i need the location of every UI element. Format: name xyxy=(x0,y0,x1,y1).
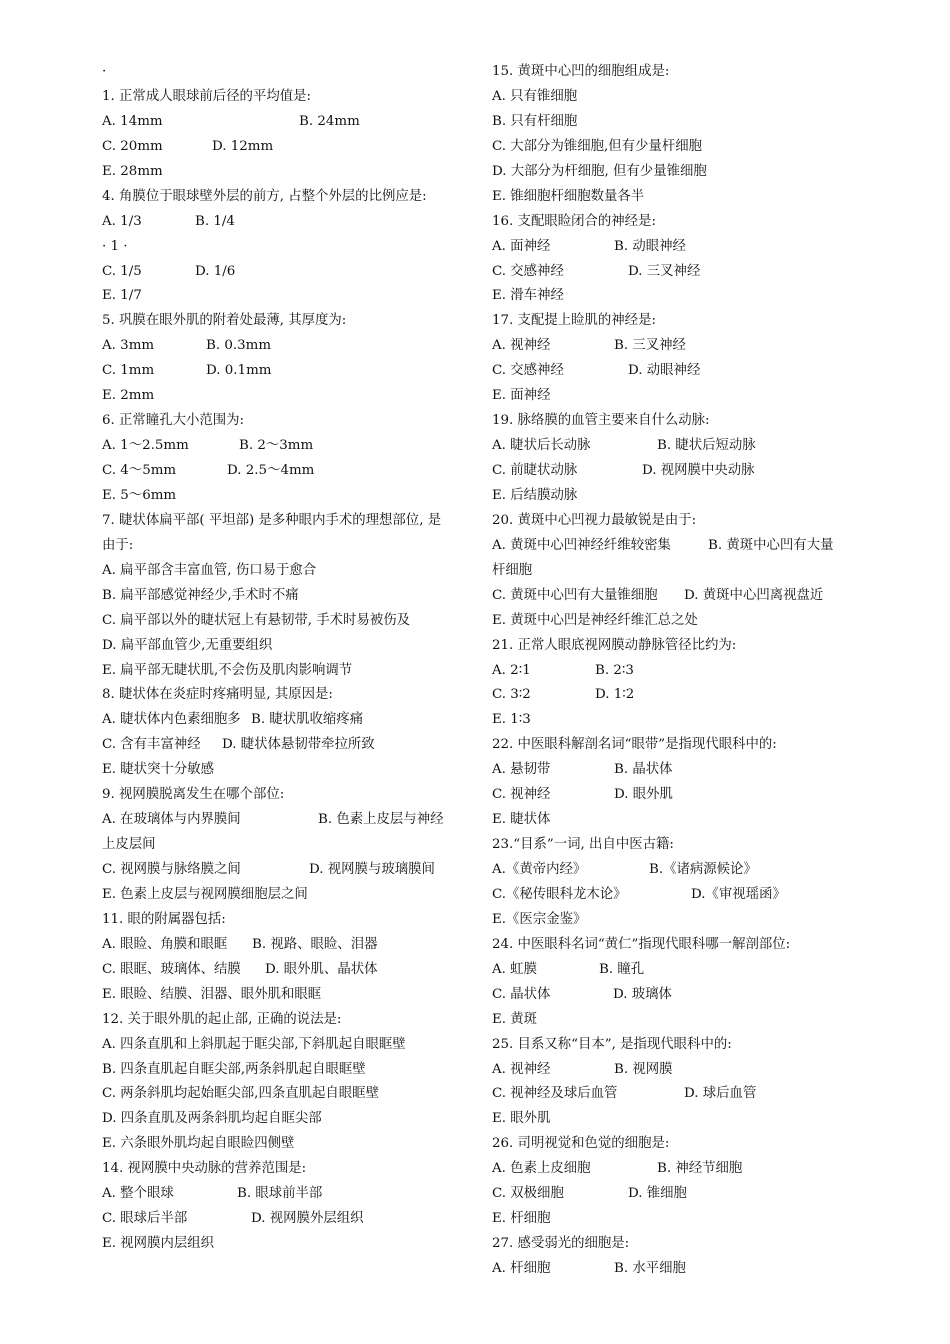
text-line xyxy=(102,733,472,758)
option-text: A. 色素上皮细胞 xyxy=(492,1161,591,1177)
text-line xyxy=(102,908,472,933)
option-text: A. 睫状体内色素细胞多 xyxy=(102,712,241,728)
text-line xyxy=(102,309,472,334)
option-text: C. 眼球后半部 xyxy=(102,1211,188,1227)
option-text: D. 三叉神经 xyxy=(628,263,701,279)
text-line xyxy=(102,708,472,733)
line-text: E. 睫状突十分敏感 xyxy=(102,762,215,778)
text-line xyxy=(492,135,872,160)
text-line xyxy=(492,1257,872,1282)
text-line xyxy=(492,210,872,235)
option-text: A. 悬韧带 xyxy=(492,762,551,778)
line-text: E. 色素上皮层与视网膜细胞层之间 xyxy=(102,886,308,902)
line-text: E. 杆细胞 xyxy=(492,1211,551,1227)
option-text: B. 黄斑中心凹有大量 xyxy=(708,537,834,553)
text-line xyxy=(102,235,472,260)
option-text: B. 2～3mm xyxy=(239,438,314,454)
line-text: E. 视网膜内层组织 xyxy=(102,1236,215,1252)
text-line xyxy=(102,534,472,559)
line-text: A. 只有锥细胞 xyxy=(492,88,578,104)
line-text: 20. 黄斑中心凹视力最敏锐是由于: xyxy=(492,512,697,528)
line-text: E. 扁平部无睫状肌,不会伤及肌肉影响调节 xyxy=(102,662,353,678)
text-line xyxy=(492,309,872,334)
line-text: 15. 黄斑中心凹的细胞组成是: xyxy=(492,64,670,79)
option-text: A. 黄斑中心凹神经纤维较密集 xyxy=(492,537,671,553)
text-line xyxy=(102,434,472,459)
text-line xyxy=(102,1082,472,1107)
option-text: C. 眼眶、玻璃体、结膜 xyxy=(102,961,241,977)
line-text: 9. 视网膜脱离发生在哪个部位: xyxy=(102,787,285,803)
option-text: A. 杆细胞 xyxy=(492,1261,551,1276)
line-text: B. 扁平部感觉神经少,手术时不痛 xyxy=(102,587,299,603)
line-text: 16. 支配眼睑闭合的神经是: xyxy=(492,213,656,229)
option-text: B. 24mm xyxy=(299,113,360,129)
text-line xyxy=(492,185,872,210)
line-text: 6. 正常瞳孔大小范围为: xyxy=(102,413,245,429)
line-text: D. 大部分为杆细胞, 但有少量锥细胞 xyxy=(492,163,707,179)
line-text: E. 1/7 xyxy=(102,288,142,304)
option-text: A. 眼睑、角膜和眼眶 xyxy=(102,936,228,952)
text-line xyxy=(102,110,472,135)
text-line xyxy=(102,1232,472,1257)
text-line xyxy=(492,783,872,808)
line-text: 17. 支配提上睑肌的神经是: xyxy=(492,313,656,329)
line-text: 24. 中医眼科名词“黄仁”指现代眼科哪一解剖部位: xyxy=(492,936,791,952)
text-line xyxy=(492,384,872,409)
line-text: E. 5～6mm xyxy=(102,487,177,503)
option-text: B. 0.3mm xyxy=(206,338,272,354)
text-line xyxy=(492,1157,872,1182)
option-text: B. 视网膜 xyxy=(614,1061,673,1077)
line-text: C. 扁平部以外的睫状冠上有悬韧带, 手术时易被伤及 xyxy=(102,612,410,628)
option-text: A. 3mm xyxy=(102,338,155,354)
text-line xyxy=(102,1182,472,1207)
line-text: E. 睫状体 xyxy=(492,812,551,828)
option-text: A. 睫状后长动脉 xyxy=(492,438,591,454)
text-line xyxy=(102,659,472,684)
line-text: A. 四条直肌和上斜肌起于眶尖部,下斜肌起自眼眶壁 xyxy=(102,1036,406,1052)
text-line xyxy=(102,135,472,160)
option-text: B. 动眼神经 xyxy=(614,238,686,254)
text-line xyxy=(492,284,872,309)
option-text: D.《审视瑶函》 xyxy=(691,886,786,902)
text-line xyxy=(492,260,872,285)
option-text: A. 1/3 xyxy=(102,213,142,229)
text-line xyxy=(492,983,872,1008)
line-text: E. 面神经 xyxy=(492,388,551,404)
text-line xyxy=(492,683,872,708)
line-text: 25. 目系又称“目本”, 是指现代眼科中的: xyxy=(492,1036,732,1052)
text-line xyxy=(492,459,872,484)
line-text: C. 两条斜肌均起始眶尖部,四条直肌起自眼眶壁 xyxy=(102,1086,379,1102)
text-line xyxy=(102,584,472,609)
text-line xyxy=(102,958,472,983)
text-line xyxy=(492,509,872,534)
text-line xyxy=(102,284,472,309)
option-text: B. 神经节细胞 xyxy=(657,1161,743,1177)
option-text: A. 虹膜 xyxy=(492,961,537,977)
text-line xyxy=(492,484,872,509)
text-line xyxy=(102,509,472,534)
line-text: E. 1∶3 xyxy=(492,712,531,728)
option-text: A. 在玻璃体与内界膜间 xyxy=(102,812,241,828)
option-text: B. 水平细胞 xyxy=(614,1261,686,1276)
option-text: A. 14mm xyxy=(102,113,163,129)
text-line xyxy=(102,808,472,833)
text-line xyxy=(102,85,472,110)
text-line xyxy=(492,1082,872,1107)
line-text: E. 眼外肌 xyxy=(492,1111,551,1127)
text-line xyxy=(102,1207,472,1232)
text-line xyxy=(102,384,472,409)
line-text: 26. 司明视觉和色觉的细胞是: xyxy=(492,1136,670,1152)
line-text: 7. 睫状体扁平部( 平坦部) 是多种眼内手术的理想部位, 是 xyxy=(102,512,442,528)
text-line xyxy=(492,908,872,933)
text-line xyxy=(492,659,872,684)
option-text: A.《黄帝内经》 xyxy=(492,862,587,877)
line-text: 8. 睫状体在炎症时疼痛明显, 其原因是: xyxy=(102,687,333,703)
text-line xyxy=(492,1058,872,1083)
line-text: 5. 巩膜在眼外肌的附着处最薄, 其厚度为: xyxy=(102,313,347,329)
option-text: B. 色素上皮层与神经 xyxy=(318,812,444,828)
text-line xyxy=(492,434,872,459)
text-line xyxy=(492,359,872,384)
text-line xyxy=(492,1207,872,1232)
option-text: C. 视神经及球后血管 xyxy=(492,1086,618,1102)
option-text: C. 双极细胞 xyxy=(492,1186,564,1202)
option-text: B.《诸病源候论》 xyxy=(649,862,757,877)
text-line xyxy=(492,958,872,983)
option-text: A. 2∶1 xyxy=(492,662,531,678)
line-text: E. 滑车神经 xyxy=(492,288,564,304)
option-text: D. 1∶2 xyxy=(595,687,635,703)
option-text: C. 交感神经 xyxy=(492,263,564,279)
line-text: 4. 角膜位于眼球壁外层的前方, 占整个外层的比例应是: xyxy=(102,188,427,204)
text-line xyxy=(492,1182,872,1207)
option-text: D. 球后血管 xyxy=(684,1086,757,1102)
text-line xyxy=(492,634,872,659)
text-line xyxy=(102,260,472,285)
option-text: D. 睫状体悬韧带牵拉所致 xyxy=(222,737,375,753)
option-text: D. 黄斑中心凹离视盘近 xyxy=(684,587,824,603)
text-line xyxy=(102,983,472,1008)
line-text: 19. 脉络膜的血管主要来自什么动脉: xyxy=(492,413,710,429)
line-text: E. 黄斑 xyxy=(492,1011,538,1027)
line-text: 27. 感受弱光的细胞是: xyxy=(492,1236,630,1252)
text-line xyxy=(492,808,872,833)
text-line xyxy=(492,833,872,858)
line-text: 14. 视网膜中央动脉的营养范围是: xyxy=(102,1161,307,1177)
option-text: B. 睫状后短动脉 xyxy=(657,438,756,454)
line-text: E. 28mm xyxy=(102,163,163,179)
text-line xyxy=(102,160,472,185)
line-text: 上皮层间 xyxy=(102,837,156,853)
option-text: B. 睫状肌收缩疼痛 xyxy=(251,712,364,728)
option-text: B. 三叉神经 xyxy=(614,338,686,354)
option-text: D. 动眼神经 xyxy=(628,363,701,379)
text-line xyxy=(492,85,872,110)
option-text: D. 锥细胞 xyxy=(628,1186,687,1202)
option-text: C. 前睫状动脉 xyxy=(492,463,578,478)
text-line xyxy=(102,634,472,659)
text-line xyxy=(102,683,472,708)
option-text: C. 3∶2 xyxy=(492,687,531,703)
line-text: C. 大部分为锥细胞,但有少量杆细胞 xyxy=(492,138,703,154)
option-text: A. 视神经 xyxy=(492,338,551,354)
option-text: D. 视网膜与玻璃膜间 xyxy=(309,862,435,877)
text-line xyxy=(102,858,472,883)
text-line xyxy=(102,1107,472,1132)
line-text: · xyxy=(102,64,107,79)
text-line xyxy=(492,334,872,359)
line-text: E. 2mm xyxy=(102,388,155,404)
text-line xyxy=(492,883,872,908)
option-text: C. 含有丰富神经 xyxy=(102,737,201,753)
text-line xyxy=(492,708,872,733)
text-line xyxy=(102,459,472,484)
text-line xyxy=(102,883,472,908)
option-text: D. 眼外肌 xyxy=(614,787,673,803)
text-line xyxy=(102,334,472,359)
option-text: A. 面神经 xyxy=(492,238,551,254)
text-line xyxy=(492,1033,872,1058)
line-text: E. 六条眼外肌均起自眼睑四侧壁 xyxy=(102,1136,295,1152)
text-line xyxy=(492,60,872,85)
text-line xyxy=(102,933,472,958)
line-text: 杆细胞 xyxy=(492,562,533,578)
text-line xyxy=(492,110,872,135)
line-text: E. 眼睑、结膜、泪器、眼外肌和眼眶 xyxy=(102,986,322,1002)
text-line xyxy=(492,933,872,958)
option-text: D. 视网膜外层组织 xyxy=(251,1211,364,1227)
left-column xyxy=(102,60,472,1257)
option-text: C. 4～5mm xyxy=(102,463,177,478)
option-text: C.《秘传眼科龙木论》 xyxy=(492,886,627,902)
option-text: B. 2∶3 xyxy=(595,662,634,678)
line-text: D. 四条直肌及两条斜肌均起自眶尖部 xyxy=(102,1111,322,1127)
option-text: D. 眼外肌、晶状体 xyxy=(265,961,378,977)
line-text: B. 只有杆细胞 xyxy=(492,113,578,129)
text-line xyxy=(102,758,472,783)
line-text: 21. 正常人眼底视网膜动静脉管径比约为: xyxy=(492,637,737,653)
text-line xyxy=(492,584,872,609)
text-line xyxy=(492,1107,872,1132)
line-text: D. 扁平部血管少,无重要组织 xyxy=(102,637,273,653)
line-text: · 1 · xyxy=(102,238,128,254)
text-line xyxy=(492,235,872,260)
text-line xyxy=(492,559,872,584)
line-text: E. 黄斑中心凹是神经纤维汇总之处 xyxy=(492,612,698,628)
line-text: 11. 眼的附属器包括: xyxy=(102,911,226,927)
text-line xyxy=(102,359,472,384)
option-text: A. 1～2.5mm xyxy=(102,438,189,454)
option-text: C. 1/5 xyxy=(102,263,142,279)
text-line xyxy=(102,1132,472,1157)
text-line xyxy=(102,559,472,584)
line-text: 23.“目系”一词, 出自中医古籍: xyxy=(492,837,674,853)
option-text: D. 视网膜中央动脉 xyxy=(642,463,755,478)
right-column xyxy=(492,60,872,1282)
option-text: C. 晶状体 xyxy=(492,986,551,1002)
option-text: B. 晶状体 xyxy=(614,762,673,778)
option-text: D. 12mm xyxy=(212,138,274,154)
text-line xyxy=(102,1157,472,1182)
text-line xyxy=(102,1033,472,1058)
line-text: E. 后结膜动脉 xyxy=(492,487,578,503)
option-text: C. 视神经 xyxy=(492,787,551,803)
option-text: B. 1/4 xyxy=(195,213,235,229)
line-text: 由于: xyxy=(102,537,134,553)
option-text: D. 玻璃体 xyxy=(613,986,672,1002)
option-text: D. 2.5～4mm xyxy=(227,463,315,478)
option-text: C. 20mm xyxy=(102,138,163,154)
text-line xyxy=(492,733,872,758)
option-text: B. 视路、眼睑、泪器 xyxy=(252,936,378,952)
text-line xyxy=(492,160,872,185)
option-text: B. 瞳孔 xyxy=(599,961,645,977)
text-line xyxy=(492,534,872,559)
line-text: 12. 关于眼外肌的起止部, 正确的说法是: xyxy=(102,1011,342,1027)
text-line xyxy=(492,1232,872,1257)
text-line xyxy=(492,1008,872,1033)
option-text: A. 整个眼球 xyxy=(102,1186,174,1202)
option-text: D. 0.1mm xyxy=(206,363,272,379)
text-line xyxy=(492,1132,872,1157)
text-line xyxy=(102,484,472,509)
option-text: C. 黄斑中心凹有大量锥细胞 xyxy=(492,587,658,603)
text-line xyxy=(492,609,872,634)
text-line xyxy=(102,609,472,634)
text-line xyxy=(102,60,472,85)
option-text: C. 1mm xyxy=(102,363,155,379)
text-line xyxy=(102,833,472,858)
text-line xyxy=(102,1058,472,1083)
line-text: 22. 中医眼科解剖名词“眼带”是指现代眼科中的: xyxy=(492,737,777,753)
line-text: B. 四条直肌起自眶尖部,两条斜肌起自眼眶壁 xyxy=(102,1061,366,1077)
line-text: A. 扁平部含丰富血管, 伤口易于愈合 xyxy=(102,562,317,578)
option-text: B. 眼球前半部 xyxy=(237,1186,323,1202)
text-line xyxy=(102,210,472,235)
text-line xyxy=(102,783,472,808)
text-line xyxy=(492,858,872,883)
option-text: D. 1/6 xyxy=(195,263,236,279)
line-text: E.《医宗金鉴》 xyxy=(492,911,587,927)
text-line xyxy=(102,1008,472,1033)
option-text: C. 交感神经 xyxy=(492,363,564,379)
line-text: 1. 正常成人眼球前后径的平均值是: xyxy=(102,88,312,104)
text-line xyxy=(492,758,872,783)
line-text: E. 锥细胞杆细胞数量各半 xyxy=(492,188,645,204)
option-text: C. 视网膜与脉络膜之间 xyxy=(102,862,241,877)
option-text: A. 视神经 xyxy=(492,1061,551,1077)
text-line xyxy=(492,409,872,434)
text-line xyxy=(102,185,472,210)
text-line xyxy=(102,409,472,434)
